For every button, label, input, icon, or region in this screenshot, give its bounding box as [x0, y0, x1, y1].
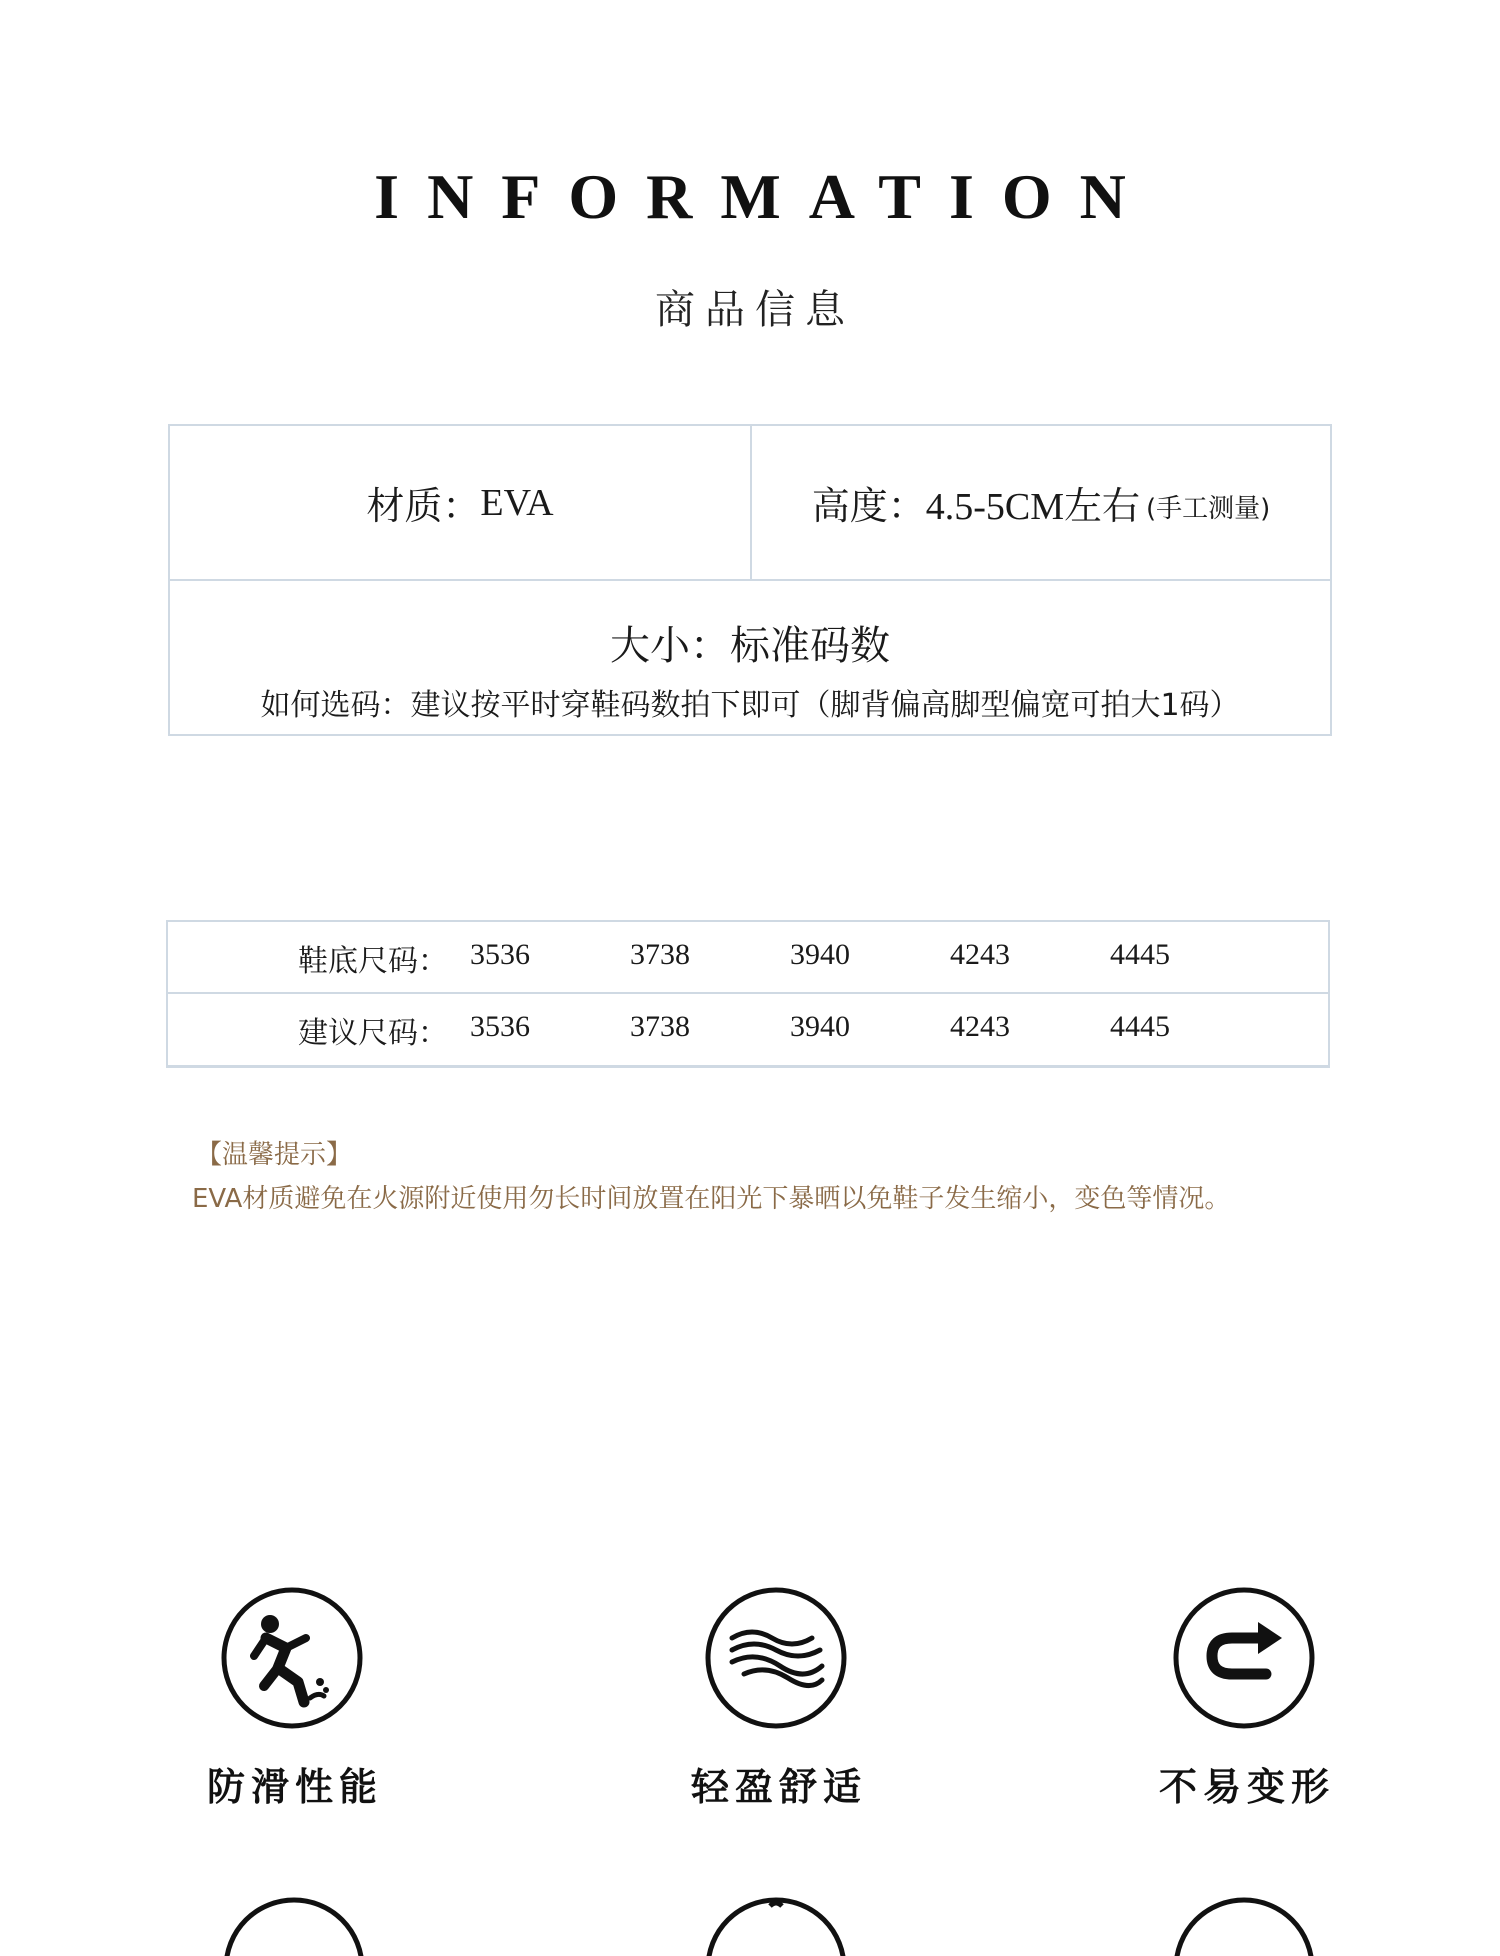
size-cell: 4445 [1110, 1010, 1170, 1043]
material-label: 材质： [366, 484, 481, 528]
feature-label: 防滑性能 [206, 1765, 383, 1809]
size-title: 大小：标准码数 [610, 623, 890, 669]
feature-label: 轻盈舒适 [690, 1765, 867, 1809]
row-label: 鞋底尺码： [298, 944, 448, 979]
table-row [168, 994, 1328, 1066]
material-cell [170, 426, 752, 579]
page-title: INFORMATION [374, 161, 1154, 232]
table-row [168, 922, 1328, 994]
size-note: 如何选码：建议按平时穿鞋码数拍下即可（脚背偏高脚型偏宽可拍大1码） [260, 688, 1240, 723]
height-label: 高度： [811, 484, 926, 528]
waves-icon [704, 1586, 848, 1730]
size-cell: 4243 [950, 938, 1010, 971]
size-cell: 3738 [630, 1010, 690, 1043]
tip-text: EVA材质避免在火源附近使用勿长时间放置在阳光下暴晒以免鞋子发生缩小，变色等情况。 [192, 1184, 1231, 1214]
info-row [170, 426, 1330, 581]
size-cell: 3536 [470, 1010, 530, 1043]
product-info-table [168, 424, 1332, 736]
height-value: 4.5-5CM左右 [925, 486, 1140, 528]
circle-icon [1172, 1896, 1316, 1956]
return-arrow-icon [1172, 1586, 1316, 1730]
size-cell: 3738 [630, 938, 690, 971]
page-subtitle: 商品信息 [655, 287, 855, 333]
material-value: EVA [480, 481, 554, 524]
tip-heading: 【温馨提示】 [196, 1140, 353, 1170]
height-note: (手工测量) [1146, 494, 1271, 524]
feature-label: 不易变形 [1158, 1765, 1335, 1809]
circle-icon [222, 1896, 366, 1956]
circle-icon [704, 1896, 848, 1956]
height-cell [752, 426, 1330, 579]
row-label: 建议尺码： [298, 1016, 448, 1051]
size-cell: 4445 [1110, 938, 1170, 971]
size-chart-table [166, 920, 1330, 1068]
size-cell: 4243 [950, 1010, 1010, 1043]
size-cell: 3536 [470, 938, 530, 971]
size-cell: 3940 [790, 938, 850, 971]
size-cell: 3940 [790, 1010, 850, 1043]
slip-icon [220, 1586, 364, 1730]
